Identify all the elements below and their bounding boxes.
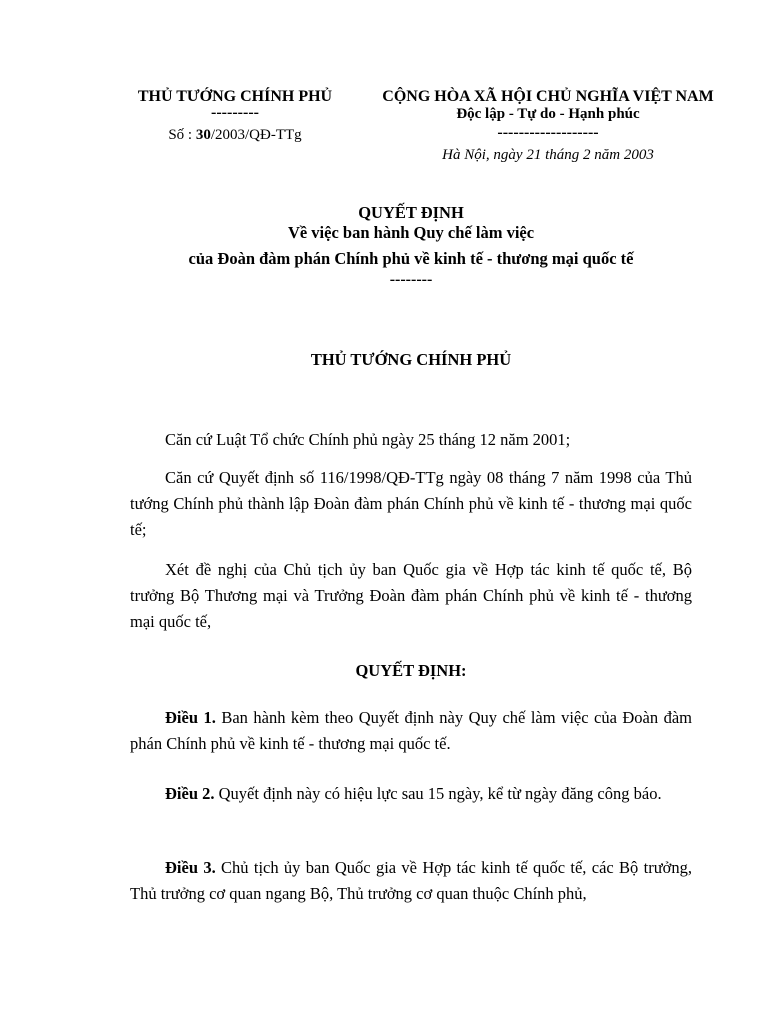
document-subject-line-1: Về việc ban hành Quy chế làm việc [287,223,535,242]
recital-3: Xét đề nghị của Chủ tịch ủy ban Quốc gia về Hợp tác kinh tế quốc tế, Bộ trưởng Bộ Thương mại và Trưởng Đoàn đàm phán Chính phủ về kinh tế - thương mại quốc tế, [130,560,692,631]
document-subject-line-2: của Đoàn đàm phán Chính phủ về kinh tế - thương mại quốc tế [188,249,634,268]
right-header-divider: ------------------- [497,124,599,141]
article-1-label: Điều 1. [165,708,216,727]
document-number-suffix: /2003/QĐ-TTg [210,127,302,143]
article-1 [130,705,692,757]
article-1-text: Ban hành kèm theo Quyết định này Quy chế làm việc của Đoàn đàm phán Chính phủ về kinh tế - thương mại quốc tế. [130,708,693,753]
title-divider: -------- [389,271,433,288]
article-2 [130,781,692,807]
document-type-title: QUYẾT ĐỊNH [358,203,464,222]
article-3-label: Điều 3. [165,858,216,877]
issuing-agency: THỦ TƯỚNG CHÍNH PHỦ [137,88,333,105]
nation-name: CỘNG HÒA XÃ HỘI CHỦ NGHĨA VIỆT NAM [382,88,714,105]
article-2-label: Điều 2. [165,784,215,803]
document-number-value: 30 [195,127,211,143]
national-motto: Độc lập - Tự do - Hạnh phúc [456,106,640,122]
left-header-divider: --------- [211,104,259,121]
article-3 [130,855,692,907]
place-and-date: Hà Nội, ngày 21 tháng 2 năm 2003 [442,147,654,163]
article-3-text: Chủ tịch ủy ban Quốc gia về Hợp tác kinh tế quốc tế, các Bộ trưởng, Thủ trưởng cơ quan ngang Bộ, Thủ trưởng cơ quan thuộc Chính phủ, [130,858,692,903]
article-2-text: Quyết định này có hiệu lực sau 15 ngày, kể từ ngày đăng công báo. [214,784,662,803]
decision-heading: QUYẾT ĐỊNH: [355,661,467,680]
recital-2: Căn cứ Quyết định số 116/1998/QĐ-TTg ngày 08 tháng 7 năm 1998 của Thủ tướng Chính phủ thành lập Đoàn đàm phán Chính phủ về kinh tế - thương mại quốc tế; [130,468,692,539]
issuer-heading: THỦ TƯỚNG CHÍNH PHỦ [310,350,512,369]
document-number-prefix: Số : [168,127,196,143]
recital-1: Căn cứ Luật Tổ chức Chính phủ ngày 25 tháng 12 năm 2001; [165,430,571,449]
document-number [110,126,360,145]
